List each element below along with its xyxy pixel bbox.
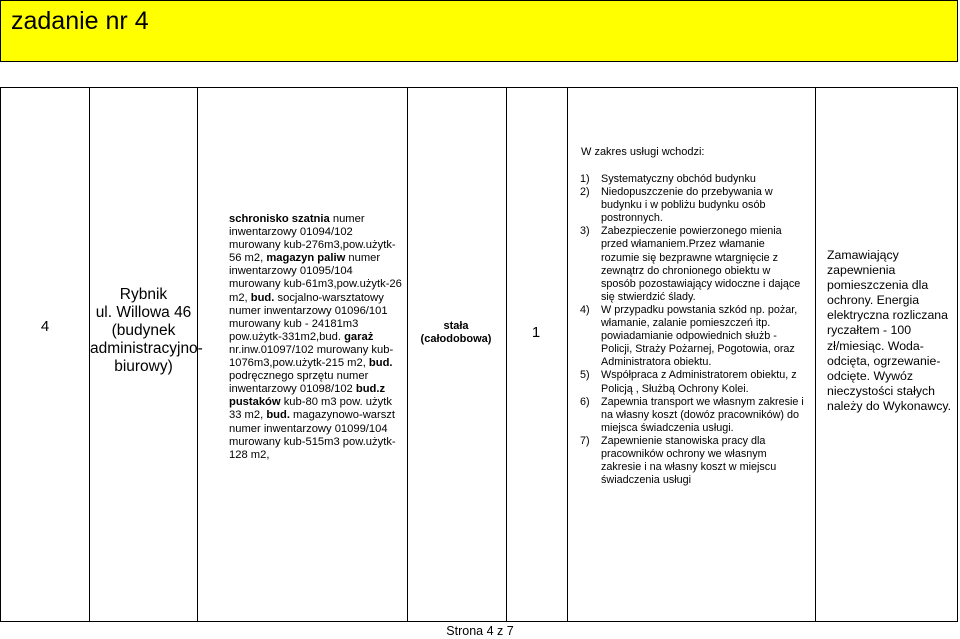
building-name: bud. — [250, 291, 275, 304]
list-text: Współpraca z Administratorem obiektu, z Policją , Służbą Ochrony Kolei. — [601, 369, 797, 395]
list-text: W przypadku powstania szkód np. pożar, włamanie, zalanie pomieszczeń itp. powiadamianie odpowiednich służb - Policji, Straży Pożarnej, Pogotowia, oraz Administratora obiektu. — [601, 303, 798, 369]
list-number: 6) — [580, 395, 590, 408]
services-list — [580, 173, 805, 487]
list-item — [580, 369, 805, 395]
list-text: Niedopuszczenie do przebywania w budynku i w pobliżu budynku osób postronnych. — [601, 186, 773, 225]
list-item — [580, 173, 805, 186]
location-line: ul. Willowa 46 — [95, 304, 192, 321]
list-number: 1) — [580, 173, 590, 185]
protection-type-line: (całodobowa) — [420, 333, 492, 345]
protection-type — [406, 320, 506, 346]
list-number: 5) — [580, 369, 590, 382]
contract-table — [0, 87, 958, 622]
buildings-description — [229, 213, 405, 462]
list-item — [580, 304, 805, 369]
building-name: bud. — [266, 409, 290, 422]
client-notes: Zamawiający zapewnienia pomieszczenia dla ochrony. Energia elektryczna rozliczana ryczałtem - 100 zł/miesiąc. Woda-odcięta, ogrzewanie-odcięte. Wywóz nieczystości stałych należy do Wykonawcy. — [827, 248, 952, 413]
column-divider — [407, 88, 408, 621]
column-divider — [506, 88, 507, 621]
list-text: Zabezpieczenie powierzonego mienia przed włamaniem.Przez włamanie rozumie się bezprawne wtargnięcie z zewnątrz do chronionego obiektu w sposób pozostawiający widoczne i dające się stwierdzić ślady. — [601, 225, 801, 303]
location-line: (budynek — [111, 322, 176, 339]
building-name: garaż — [344, 330, 374, 343]
list-number: 4) — [580, 303, 590, 316]
list-text: Zapewnia transport we własnym zakresie i na własny koszt (dowóz pracowników) do miejsca świadczenia usługi. — [601, 395, 804, 434]
list-number: 2) — [580, 186, 590, 199]
list-text: Zapewnienie stanowiska pracy dla pracowników ochrony we własnym zakresie i na własny koszt w miejscu świadczenia usługi — [601, 434, 777, 487]
building-details: nr.inw.01097/102 murowany kub-1076m3,pow.użytk-215 m2, — [229, 343, 394, 370]
building-details: numer inwentarzowy 01095/104 murowany kub-61m3,pow.użytk-26 m2, — [229, 252, 402, 304]
location-line: biurowy) — [114, 358, 173, 375]
list-number: 7) — [580, 434, 590, 447]
building-name: bud. — [368, 357, 393, 370]
quantity: 1 — [531, 324, 541, 341]
building-details: socjalno-warsztatowy numer inwentarzowy 01096/101 murowany kub - 24181m3 pow.użytk-331m2,bud. — [229, 291, 388, 343]
location-cell — [90, 286, 203, 376]
list-text: Systematyczny obchód budynku — [601, 173, 756, 185]
row-number: 4 — [40, 318, 50, 335]
building-details: podręcznego sprzętu numer inwentarzowy 01098/102 — [229, 370, 369, 396]
building-name: bud.z pustaków — [229, 383, 386, 409]
list-item — [580, 225, 805, 304]
list-item — [580, 435, 805, 487]
building-details: magazynowo-warszt numer inwentarzowy 01099/104 murowany kub-515m3 pow.użytk-128 m2, — [229, 409, 396, 461]
location-line: administracyjno- — [90, 340, 203, 357]
column-divider — [567, 88, 568, 621]
building-details: numer inwentarzowy 01094/102 murowany kub-276m3,pow.użytk-56 m2, — [229, 213, 396, 265]
location-line: Rybnik — [119, 286, 168, 303]
building-details: kub-80 m3 pow. użytk 33 m2, — [229, 396, 392, 422]
list-number: 3) — [580, 225, 590, 238]
building-name: magazyn paliw — [266, 252, 346, 265]
list-item — [580, 396, 805, 435]
column-divider — [815, 88, 816, 621]
services-header: W zakres usługi wchodzi: — [581, 146, 705, 158]
page-number: Strona 4 z 7 — [446, 624, 514, 638]
protection-type-line: stała — [443, 320, 469, 332]
document-title: zadanie nr 4 — [11, 7, 149, 35]
list-item — [580, 186, 805, 225]
header-banner — [0, 0, 958, 62]
building-name: schronisko szatnia — [229, 213, 330, 225]
